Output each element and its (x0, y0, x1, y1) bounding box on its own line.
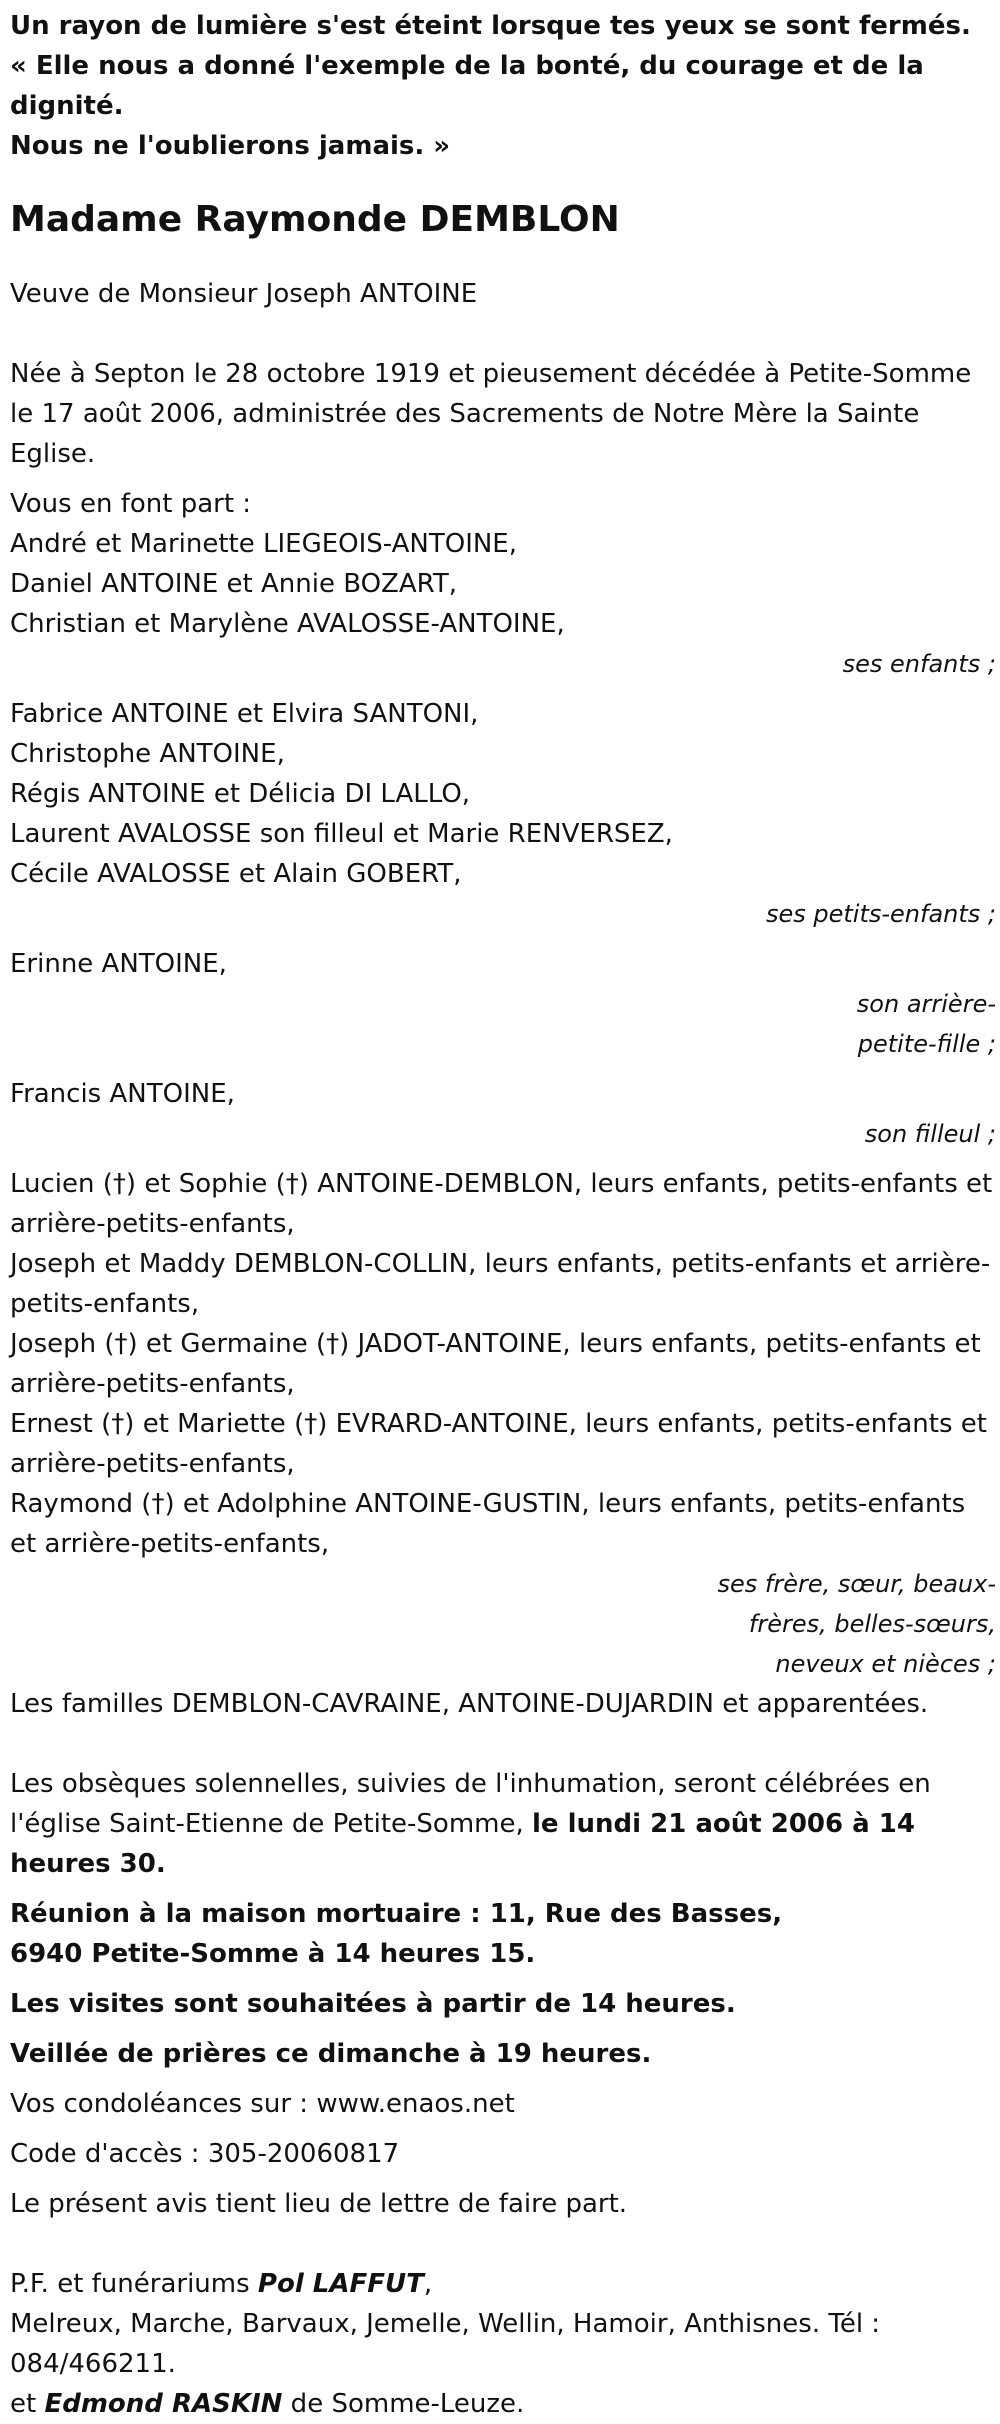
funeral-home-line (10, 2264, 996, 2304)
sibling-1: Lucien (†) et Sophie (†) ANTOINE-DEMBLON, leurs enfants, petits-enfants et arrière-petits-enfants, (10, 1169, 993, 1239)
vigil-line: Veillée de prières ce dimanche à 19 heures. (10, 2039, 652, 2069)
siblings-relation: ses frère, sœur, beaux-frères, belles-sœurs, neveux et nièces ; (717, 1570, 996, 1678)
funeral-home-suffix-2: de Somme-Leuze. (282, 2389, 525, 2419)
funeral-paragraph (10, 1764, 996, 1884)
sibling-3: Joseph (†) et Germaine (†) JADOT-ANTOINE, leurs enfants, petits-enfants et arrière-petits-enfants, (10, 1329, 981, 1399)
intro-line-3: Nous ne l'oublierons jamais. » (10, 131, 451, 161)
sibling-4: Ernest (†) et Mariette (†) EVRARD-ANTOINE, leurs enfants, petits-enfants et arrière-petits-enfants, (10, 1409, 987, 1479)
child-2: Daniel ANTOINE et Annie BOZART, (10, 569, 457, 599)
families-line: Les familles DEMBLON-CAVRAINE, ANTOINE-DUJARDIN et apparentées. (10, 1689, 929, 1719)
funeral-home-locations: Melreux, Marche, Barvaux, Jemelle, Wellin, Hamoir, Anthisnes. Tél : 084/466211. (10, 2309, 881, 2379)
widow-line: Veuve de Monsieur Joseph ANTOINE (10, 279, 478, 309)
condolences-line: Vos condoléances sur : www.enaos.net (10, 2089, 515, 2119)
intro-line-1: Un rayon de lumière s'est éteint lorsque tes yeux se sont fermés. (10, 11, 971, 41)
funeral-home-name-2: Edmond RASKIN (44, 2389, 283, 2419)
announce-line: Vous en font part : (10, 489, 252, 519)
funeral-home-name-1: Pol LAFFUT (257, 2269, 424, 2299)
child-3: Christian et Marylène AVALOSSE-ANTOINE, (10, 609, 565, 639)
page-title: Madame Raymonde DEMBLON (10, 199, 620, 240)
funeral-date: le lundi 21 août 2006 à 14 heures 30. (10, 1809, 915, 1879)
grandchild-1: Fabrice ANTOINE et Elvira SANTONI, (10, 699, 479, 729)
grandchild-2: Christophe ANTOINE, (10, 739, 285, 769)
visits-line: Les visites sont souhaitées à partir de 14 heures. (10, 1989, 736, 2019)
sibling-2: Joseph et Maddy DEMBLON-COLLIN, leurs enfants, petits-enfants et arrière-petits-enfants, (10, 1249, 991, 1319)
funeral-home-prefix-2: et (10, 2389, 45, 2419)
funeral-home-comma: , (423, 2269, 433, 2299)
great-grandchild: Erinne ANTOINE, (10, 949, 227, 979)
grandchild-5: Cécile AVALOSSE et Alain GOBERT, (10, 859, 462, 889)
notice-line: Le présent avis tient lieu de lettre de faire part. (10, 2189, 628, 2219)
child-1: André et Marinette LIEGEOIS-ANTOINE, (10, 529, 517, 559)
godson: Francis ANTOINE, (10, 1079, 235, 1109)
grandchildren-relation: ses petits-enfants ; (765, 900, 996, 928)
funeral-home-prefix: P.F. et funérariums (10, 2269, 258, 2299)
funeral-text: Les obsèques solennelles, suivies de l'inhumation, seront célébrées en l'église Saint-Etienne de Petite-Somme, (10, 1769, 931, 1839)
funeral-home-line-2 (10, 2384, 996, 2424)
birth-paragraph: Née à Septon le 28 octobre 1919 et pieusement décédée à Petite-Somme le 17 août 2006, administrée des Sacrements de Notre Mère la Sainte Eglise. (10, 359, 972, 469)
sibling-5: Raymond (†) et Adolphine ANTOINE-GUSTIN, leurs enfants, petits-enfants et arrière-petits-enfants, (10, 1489, 966, 1559)
obituary-content (10, 6, 996, 2424)
grandchild-4: Laurent AVALOSSE son filleul et Marie RENVERSEZ, (10, 819, 673, 849)
meeting-line: Réunion à la maison mortuaire : 11, Rue des Basses, 6940 Petite-Somme à 14 heures 15. (10, 1899, 783, 1969)
godson-relation: son filleul ; (864, 1120, 996, 1148)
intro-line-2: « Elle nous a donné l'exemple de la bonté, du courage et de la dignité. (10, 51, 924, 121)
access-code-line: Code d'accès : 305-20060817 (10, 2139, 400, 2169)
children-relation: ses enfants ; (842, 650, 996, 678)
great-grandchild-relation: son arrière-petite-fille ; (856, 990, 996, 1058)
grandchild-3: Régis ANTOINE et Délicia DI LALLO, (10, 779, 471, 809)
